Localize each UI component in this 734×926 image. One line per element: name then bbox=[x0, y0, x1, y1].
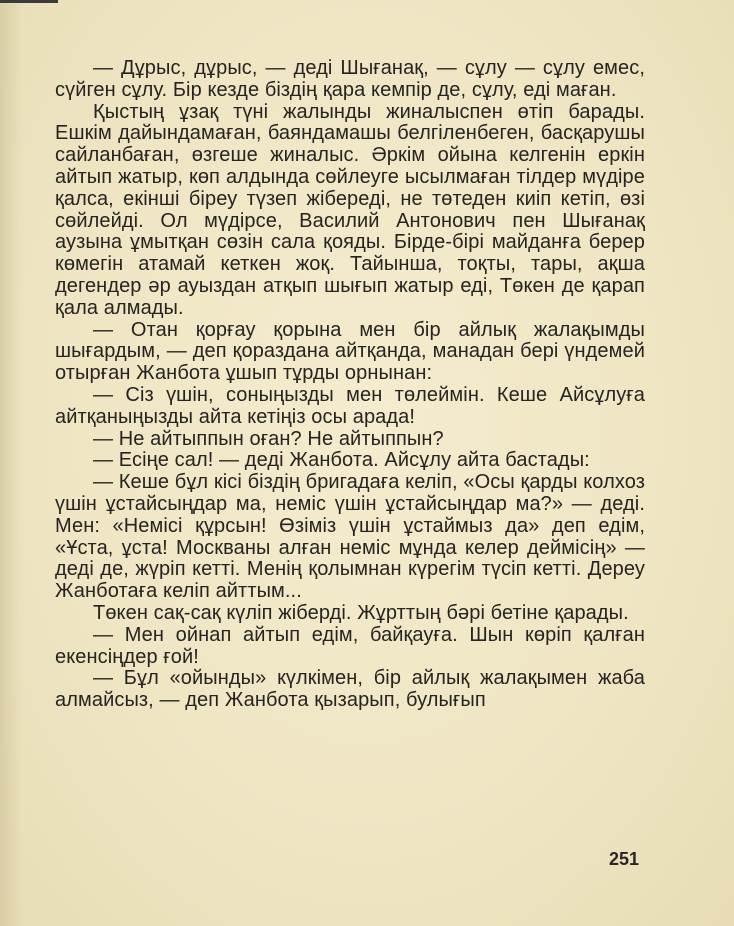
body-text bbox=[55, 58, 645, 712]
paragraph: Қыстың ұзақ түні жалынды жиналыспен өтіп барады. Ешкім дайындамаған, баяндамашы белгіленбеген, басқарушы сайланбаған, өзгеше жиналыс. Әркім ойына келгенін еркін айтып жатыр, көп алдында сөйлеуге ысылмаған тілдер мүдіре қалса, екінші біреу түзеп жібереді, не төтеден киіп кетіп, өзі сөйлейді. Ол мүдірсе, Василий Антонович пен Шығанақ аузына ұмытқан сөзін сала қояды. Бірде-бірі майданға берер көмегін атамай кеткен жоқ. Тайынша, тоқты, тары, ақша дегендер әр ауыздан атқып шығып жатыр еді, Төкен де қарап қала алмады. bbox=[55, 100, 645, 319]
paragraph: — Кеше бұл кісі біздің бригадаға келіп, «Осы қарды колхоз үшін ұстайсыңдар ма, неміс үшін ұстайсыңдар ма?» — деді. Мен: «Немісі құрсын! Өзіміз үшін ұстаймыз да» деп едім, «Ұста, ұста! Москваны алған неміс мұнда келер деймісің» — деді де, жүріп кетті. Менің қолымнан күрегім түсіп кетті. Дереу Жанботаға келіп айттым... bbox=[55, 471, 645, 603]
paragraph: — Бұл «ойынды» күлкімен, бір айлық жалақымен жаба алмайсыз, — деп Жанбота қызарып, булығып bbox=[55, 667, 645, 712]
page-number: 251 bbox=[608, 849, 639, 869]
paragraph: — Мен ойнап айтып едім, байқауға. Шын көріп қалған екенсіңдер ғой! bbox=[55, 623, 645, 668]
paragraph: Төкен сақ-сақ күліп жіберді. Жұрттың бәрі бетіне қарады. bbox=[93, 601, 629, 624]
paragraph: — Сіз үшін, соныңызды мен төлеймін. Кеше Айсұлуға айтқаныңызды айта кетіңіз осы арада! bbox=[55, 383, 645, 428]
page-gutter-shadow bbox=[0, 0, 22, 926]
page-top-edge-mark bbox=[0, 0, 58, 3]
paragraph: — Дұрыс, дұрыс, — деді Шығанақ, — сұлу — сұлу емес, сүйген сұлу. Бір кезде біздің қара кемпір де, сұлу, еді маған. bbox=[55, 57, 645, 101]
paragraph: — Есіңе сал! — деді Жанбота. Айсұлу айта бастады: bbox=[93, 449, 590, 472]
paragraph: — Не айтыппын оған? Не айтыппын? bbox=[93, 427, 444, 450]
paragraph: — Отан қорғау қорына мен бір айлық жалақымды шығардым, — деп қораздана айтқанда, манадан бері үндемей отырған Жанбота ұшып тұрды орнынан: bbox=[55, 318, 645, 385]
